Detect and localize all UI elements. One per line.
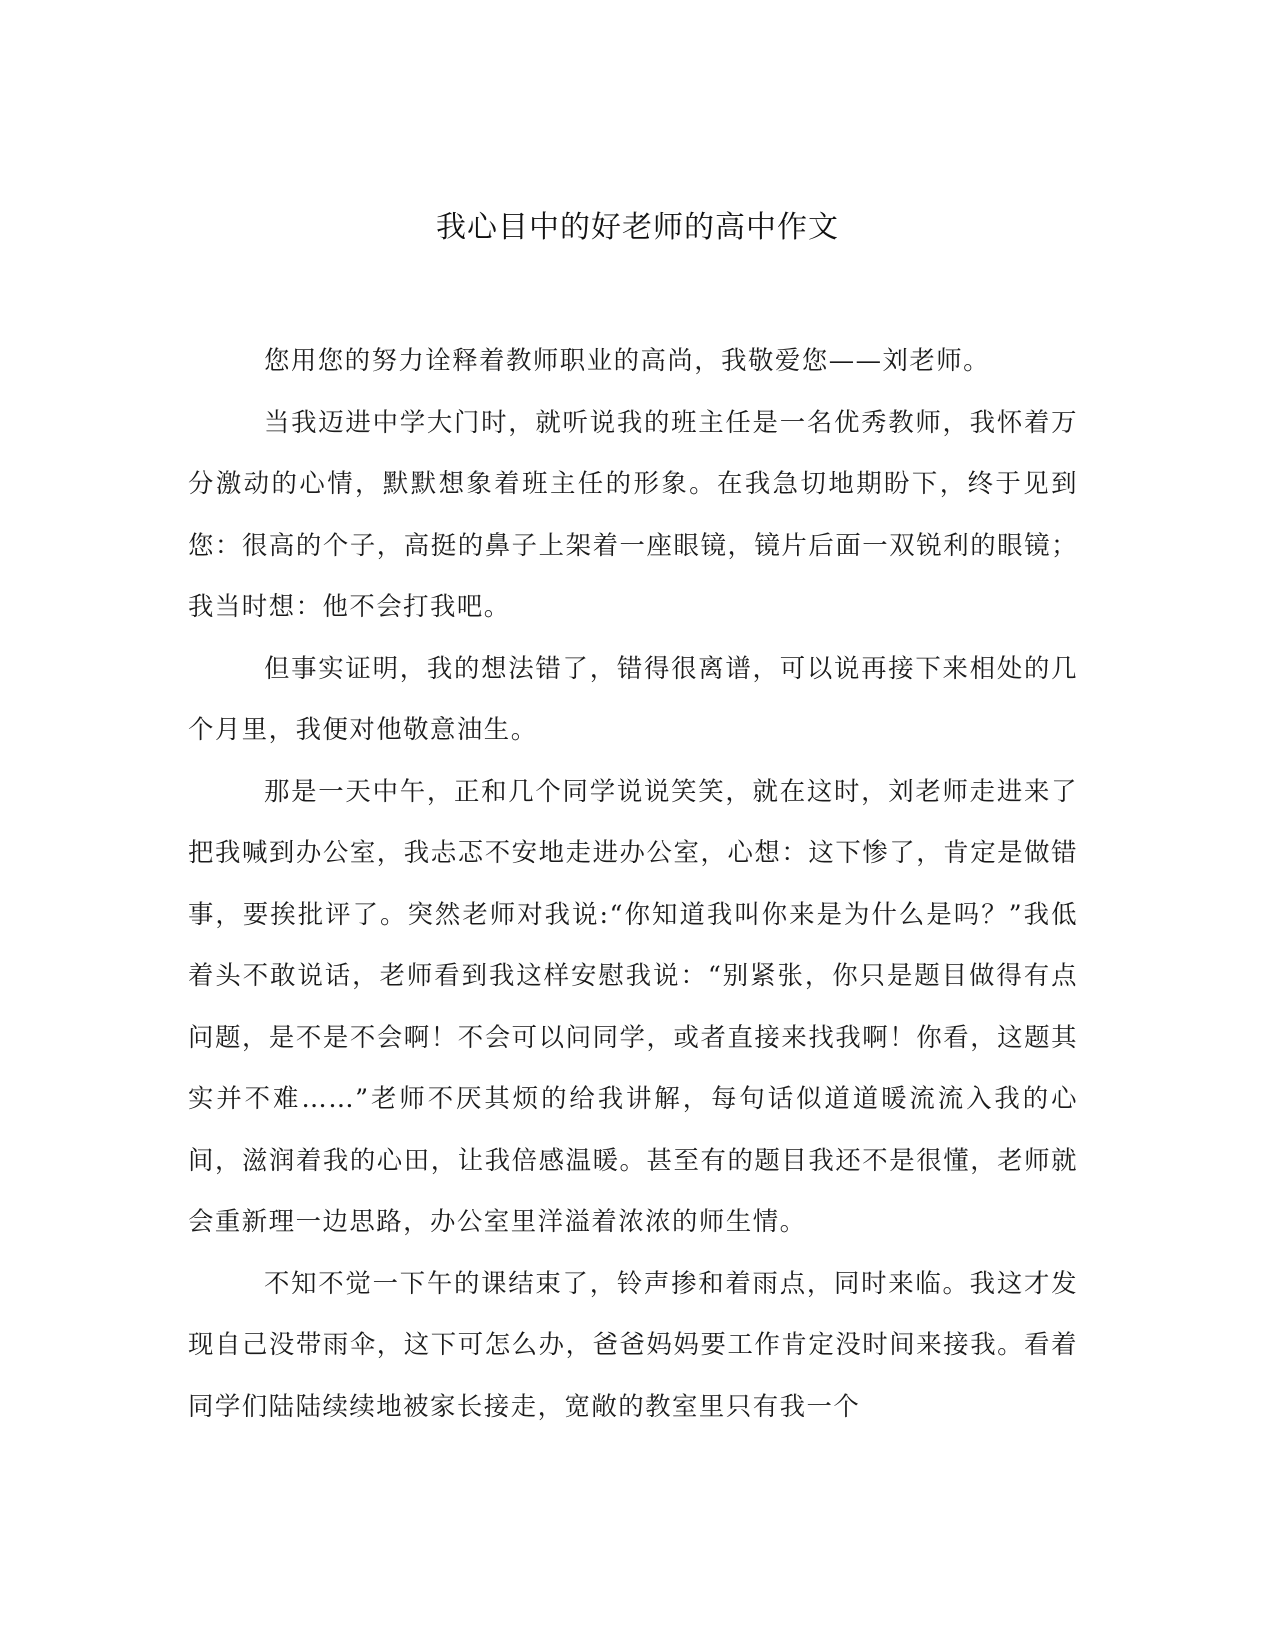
page-title: 我心目中的好老师的高中作文 (436, 210, 839, 245)
paragraph-5: 不知不觉一下午的课结束了，铃声掺和着雨点，同时来临。我这才发现自己没带雨伞，这下可怎么办，爸爸妈妈要工作肯定没时间来接我。看着同学们陆陆续续地被家长接走，宽敞的教室里只有我一个 (188, 1267, 1078, 1421)
essay-body (188, 330, 1078, 1437)
paragraph-4: 那是一天中午，正和几个同学说说笑笑，就在这时，刘老师走进来了把我喊到办公室，我忐忑不安地走进办公室，心想：这下惨了，肯定是做错事，要挨批评了。突然老师对我说:“你知道我叫你来是为什么是吗？”我低着头不敢说话，老师看到我这样安慰我说：“别紧张，你只是题目做得有点问题，是不是不会啊！不会可以问同学，或者直接来找我啊！你看，这题其实并不难……”老师不厌其烦的给我讲解，每句话似道道暖流流入我的心间，滋润着我的心田，让我倍感温暖。甚至有的题目我还不是很懂，老师就会重新理一边思路，办公室里洋溢着浓浓的师生情。 (188, 775, 1078, 1236)
paragraph-3: 但事实证明，我的想法错了，错得很离谱，可以说再接下来相处的几个月里，我便对他敬意油生。 (188, 652, 1078, 744)
paragraph-2: 当我迈进中学大门时，就听说我的班主任是一名优秀教师，我怀着万分激动的心情，默默想象着班主任的形象。在我急切地期盼下，终于见到您：很高的个子，高挺的鼻子上架着一座眼镜，镜片后面一双锐利的眼镜；我当时想：他不会打我吧。 (188, 406, 1078, 621)
paragraph-1: 您用您的努力诠释着教师职业的高尚，我敬爱您——刘老师。 (264, 345, 991, 375)
